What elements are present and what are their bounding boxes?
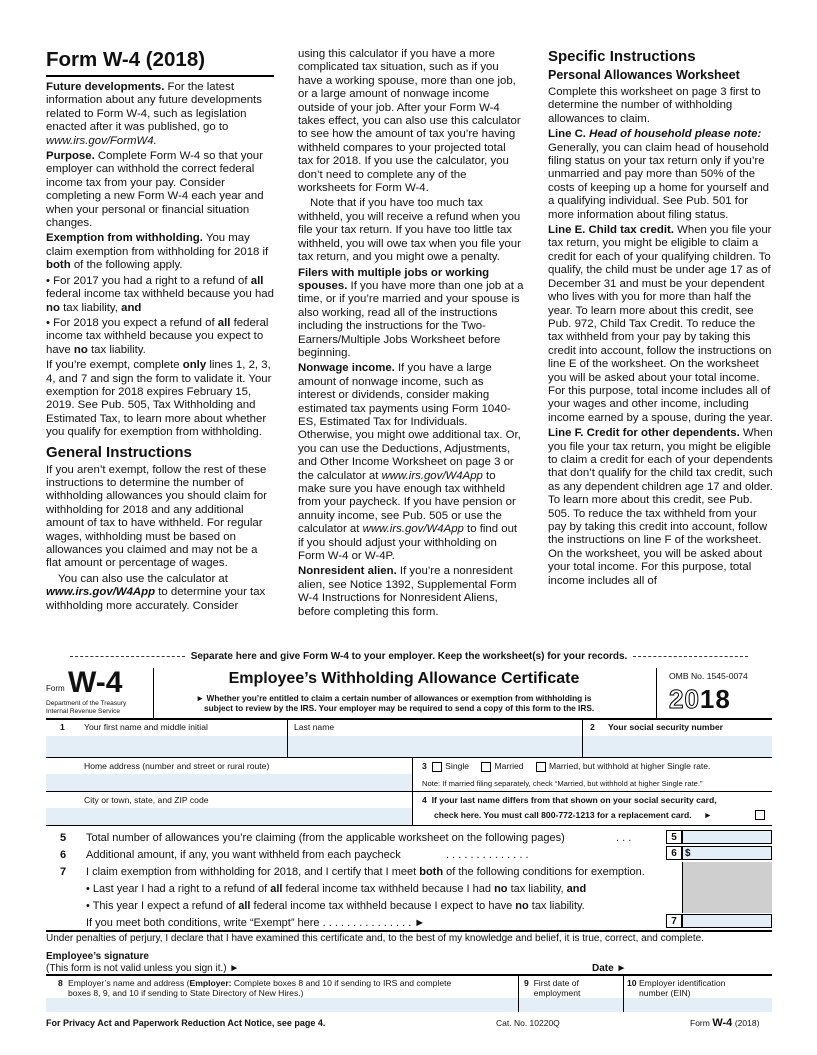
certificate-title: Employee’s Withholding Allowance Certificate: [228, 670, 580, 687]
calculator-text: You can also use the calculator at www.irs.gov/W4App to determine your tax withholding more accurately. Consider: [46, 572, 266, 612]
paw-text: Complete this worksheet on page 3 first to determine the number of withholding allowances to claim.: [548, 86, 761, 125]
exempt-input[interactable]: [682, 914, 772, 928]
exemption-bullet-1: • For 2017 you had a right to a refund of all federal income tax withheld because you had no tax liability, and: [46, 274, 274, 314]
filing-note: Note: If married filing separately, check “Married, but withhold at higher Single rate.”: [422, 779, 703, 788]
name-row: 1 Your first name and middle initial Last name 2 Your social security number: [46, 720, 772, 758]
certificate-subtitle: ► Whether you’re entitled to claim a certain number of allowances or exemption from withholding is subject to review by the IRS. Your employer may be required to send a copy of this form to the IRS.: [196, 693, 595, 713]
line-f: Line F. Credit for other dependents. When you file your tax return, you might be eligible to claim a credit for each of your dependents that don’t qualify for the child tax credit, such as any dependent children age 17 and older. To learn more about this credit, see Pub. 505. To reduce the tax withheld from your pay by taking this credit into account, follow the instructions on line F of the worksheet. On the worksheet, you will be asked about your total income. For this purpose, total income includes all of: [548, 427, 773, 587]
additional-amount-input[interactable]: $: [682, 846, 772, 860]
nonresident-alien: Nonresident alien. If you’re a nonresident alien, see Notice 1392, Supplemental Form W-4 Instructions for Nonresident Aliens, before completing this form.: [298, 565, 517, 618]
future-developments: Future developments. For the latest information about any future developments related to Form W-4, such as legislation enacted after it was published, go to www.irs.gov/FormW4.: [46, 81, 262, 147]
privacy-notice: For Privacy Act and Paperwork Reduction Act Notice, see page 4.: [46, 1018, 326, 1028]
line-7-text: I claim exemption from withholding for 2018, and I certify that I meet both of the following conditions for exemption.: [86, 866, 645, 878]
separator: Separate here and give Form W-4 to your employer. Keep the worksheet(s) for your records.: [46, 651, 772, 662]
footer-form-id: Form W-4 (2018): [690, 1017, 760, 1029]
date-label: Date ►: [592, 963, 627, 974]
purpose: Purpose. Complete Form W-4 so that your employer can withhold the correct federal income tax from your pay. Consider completing a new Form W-4 each year and when your personal or financial situation changes.: [46, 150, 264, 230]
married-checkbox[interactable]: [481, 762, 491, 772]
column-2: [298, 48, 524, 621]
specific-instructions-heading: Specific Instructions: [548, 48, 696, 65]
line-6-text: Additional amount, if any, you want withheld from each paycheck: [86, 849, 401, 861]
line-5-text: Total number of allowances you’re claiming (from the applicable worksheet on the following pages): [86, 832, 565, 844]
allowances-input[interactable]: [682, 830, 772, 844]
form-code: W-4: [68, 666, 123, 699]
filing-status: 3 Single Married Married, but withhold at higher Single rate.: [422, 761, 711, 771]
ssn-input[interactable]: [583, 736, 772, 757]
omb-box: OMB No. 1545-0074 2018: [656, 668, 772, 720]
form-id-box: Form W-4 Department of the Treasury Internal Revenue Service: [46, 668, 154, 720]
nonwage-income: Nonwage income. If you have a large amount of nonwage income, such as interest or dividends, consider making estimated tax payments using Form 1040-ES, Estimated Tax for Individuals. Otherwise, you might owe additional tax. Or, you can use the Deductions, Adjustments, and Other Income Worksheet on page 3 or the calculator at www.irs.gov/W4App to make sure you have enough tax withheld from your paycheck. If you have pension or annuity income, see Pub. 505 or use the calculator at www.irs.gov/W4App to find out if you should adjust your withholding on Form W-4 or W-4P.: [298, 362, 521, 563]
address-row: Home address (number and street or rural route) 3 Single Married Married, but withhold at higher Single rate. Note: If married filing separately, check “Married, but withhold at higher Single rate.”: [46, 758, 772, 792]
city-row: City or town, state, and ZIP code 4 If your last name differs from that shown on your social security card, check here. You must call 800-772-1213 for a replacement card. ►: [46, 792, 772, 826]
employer-name-input[interactable]: [46, 998, 518, 1012]
general-instructions-text: If you aren’t exempt, follow the rest of these instructions to determine the number of withholding allowances you should claim for withholding for 2018 and any additional amount of tax to have withheld. For regular wages, withholding must be based on allowances you claimed and may not be a flat amount or percentage of wages.: [46, 463, 267, 570]
ein-input[interactable]: [624, 998, 772, 1012]
refund-note: Note that if you have too much tax withheld, you will receive a refund when you file your tax return. If you have too little tax withheld, you will owe tax when you file your tax return, and you might owe a penalty.: [298, 197, 521, 264]
signature-label: Employee’s signature: [46, 951, 149, 962]
line-7-bullet-2: • This year I expect a refund of all federal income tax withheld because I expect to have no tax liability.: [86, 900, 585, 912]
name-differs-checkbox[interactable]: [755, 810, 765, 820]
line-e: Line E. Child tax credit. When you file your tax return, you might be eligible to claim a credit for each of your qualifying children. To qualify, the child must be under age 17 as of December 31 and must be your dependent who lives with you for more than half the year. To learn more about this credit, see Pub. 972, Child Tax Credit. To reduce the tax withheld from your pay by taking this credit into account, follow the instructions on line E of the worksheet. On the worksheet you will be asked about your total income. For this purpose, total income includes all of your wages and other income, including income earned by a spouse, during the year.: [548, 224, 773, 424]
link-formw4[interactable]: www.irs.gov/FormW4.: [46, 134, 157, 147]
general-instructions-heading: General Instructions: [46, 443, 192, 461]
perjury-statement: Under penalties of perjury, I declare that I have examined this certificate and, to the best of my knowledge and belief, it is true, correct, and complete.: [46, 933, 704, 944]
link-w4app-2[interactable]: www.irs.gov/W4App: [381, 469, 483, 482]
exempt-instructions: If you’re exempt, complete only lines 1, 2, 3, 4, and 7 and sign the form to validate it. Your exemption for 2018 expires February 15, 2019. See Pub. 505, Tax Withholding and Estimated Tax, to learn more about whether you qualify for exemption from withholding.: [46, 359, 272, 439]
column-3: [548, 48, 773, 590]
link-w4app-3[interactable]: www.irs.gov/W4App: [362, 523, 464, 536]
line-c: Line C. Head of household please note: Generally, you can claim head of household filing status on your tax return only if you’re unmarried and pay more than 50% of the costs of keeping up a home for yourself and a qualifying individual. See Pub. 501 for more information about filing status.: [548, 128, 769, 221]
form-title: Form W-4 (2018): [46, 48, 274, 77]
employer-row: 8 Employer’s name and address (Employer: Complete boxes 8 and 10 if sending to IRS and complete boxes 8, 9, and 10 if sending to State Directory of New Hires.) 9 First date of employment 10 Employer identification number (EIN): [46, 974, 772, 1012]
multiple-jobs: Filers with multiple jobs or working spouses. If you have more than one job at a time, or if you’re married and your spouse is also working, read all of the instructions including the instructions for the Two-Earners/Multiple Jobs Worksheet before beginning.: [298, 266, 524, 359]
line-4-text: 4 If your last name differs from that shown on your social security card,: [422, 795, 717, 805]
first-name-input[interactable]: [46, 736, 287, 757]
line-7-bullet-1: • Last year I had a right to a refund of all federal income tax withheld because I had no tax liability, and: [86, 883, 587, 895]
address-input[interactable]: [46, 774, 412, 791]
cat-number: Cat. No. 10220Q: [496, 1018, 560, 1028]
single-checkbox[interactable]: [432, 762, 442, 772]
department: Department of the Treasury Internal Revenue Service: [46, 700, 127, 715]
first-date-input[interactable]: [519, 998, 623, 1012]
exempt-line: If you meet both conditions, write “Exempt” here . . . . . . . . . . . . . . . ►: [86, 917, 426, 929]
last-name-input[interactable]: [288, 736, 582, 757]
married-higher-checkbox[interactable]: [536, 762, 546, 772]
instructions-section: [46, 48, 772, 640]
tax-year: 2018: [669, 684, 731, 714]
calculator-continued: using this calculator if you have a more complicated tax situation, such as if you have a working spouse, more than one job, or a large amount of nonwage income outside of your job. After your Form W-4 takes effect, you can also use this calculator to see how the amount of tax you’re having withheld compares to your projected total tax for 2018. If you use the calculator, you don’t need to complete any of the worksheets for Form W-4.: [298, 48, 521, 195]
link-w4app[interactable]: www.irs.gov/W4App: [46, 586, 156, 599]
paw-heading: Personal Allowances Worksheet: [548, 68, 740, 82]
city-input[interactable]: [46, 808, 412, 825]
column-1: [46, 48, 274, 615]
signature-field[interactable]: [376, 949, 586, 973]
exemption-bullet-2: • For 2018 you expect a refund of all federal income tax withheld because you expect to have no tax liability.: [46, 316, 269, 356]
date-field[interactable]: [636, 949, 772, 973]
certificate-header: [46, 668, 772, 720]
exemption: Exemption from withholding. You may claim exemption from withholding for 2018 if both of the following apply.: [46, 232, 269, 272]
